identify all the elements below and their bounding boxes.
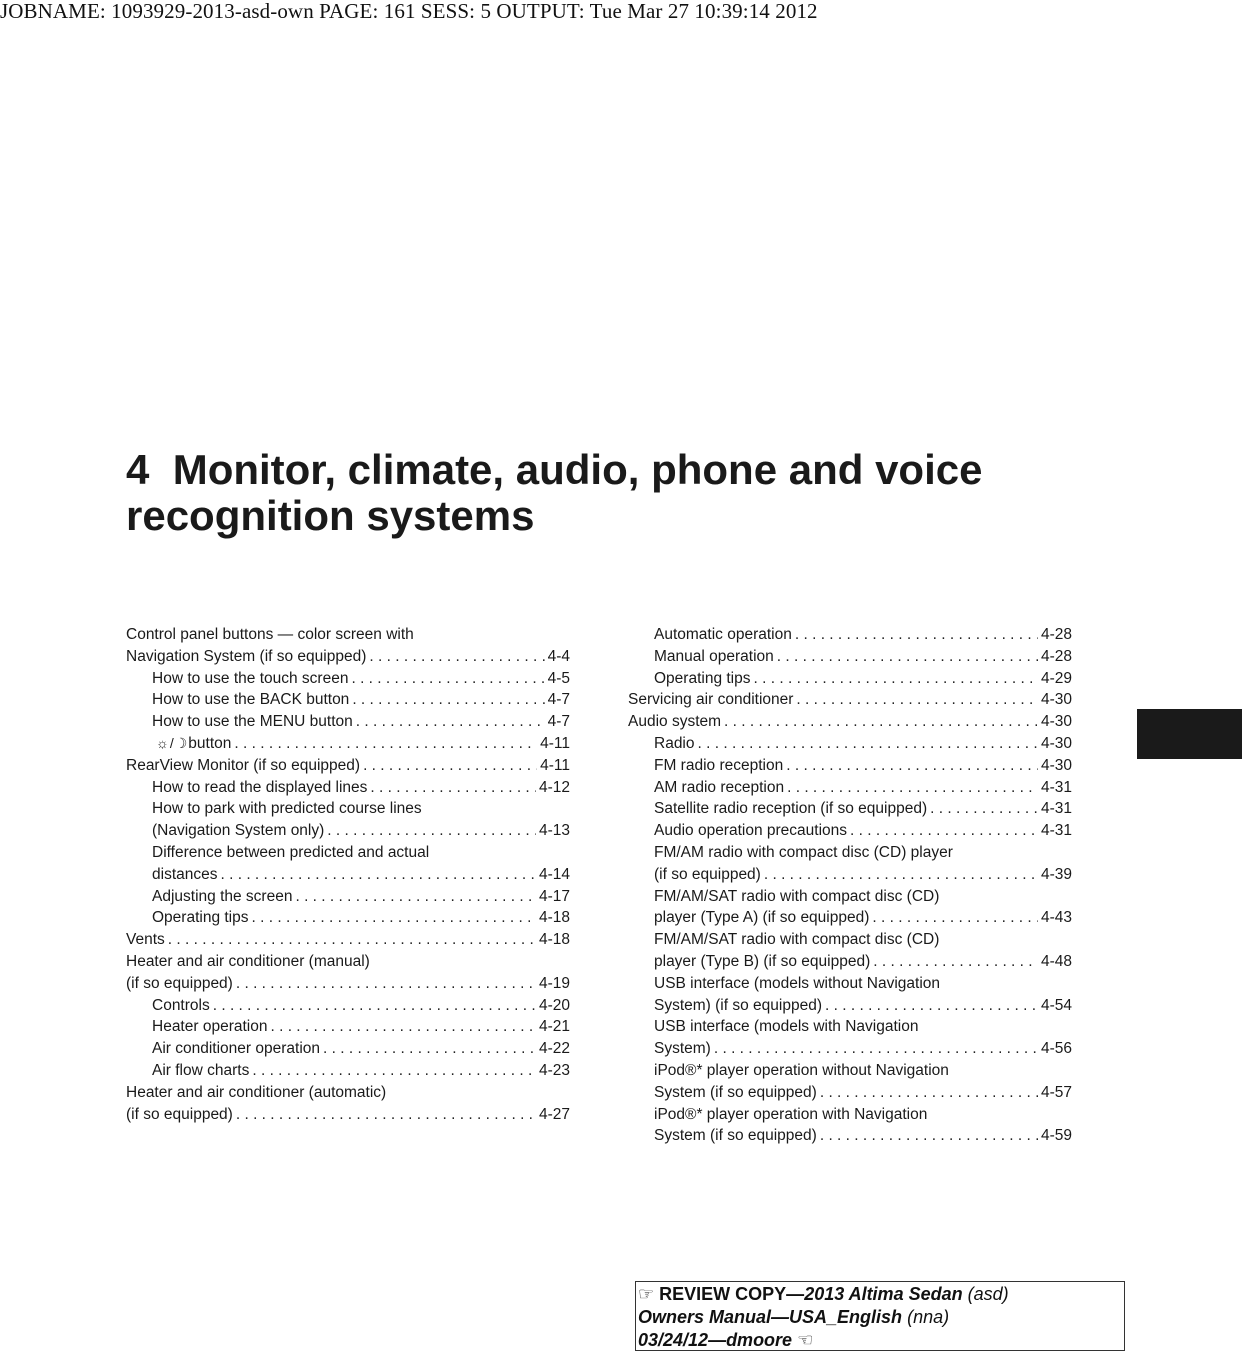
toc-entry-text: FM/AM/SAT radio with compact disc (CD) <box>654 887 940 905</box>
toc-entry <box>126 777 570 799</box>
toc-entry-row <box>628 864 1072 886</box>
toc-entry-row <box>126 864 570 886</box>
toc-entry <box>126 907 570 929</box>
toc-entry <box>628 798 1072 820</box>
toc-entry <box>126 624 570 668</box>
toc-entry-row <box>126 646 570 668</box>
toc-leader-dots <box>764 864 1038 886</box>
toc-entry-row <box>126 973 570 995</box>
toc-entry-text: How to use the MENU button <box>152 713 353 731</box>
toc-leader-dots <box>236 973 536 995</box>
toc-right-column <box>628 624 1072 1147</box>
toc-entry-text: System (if so equipped) <box>654 1127 817 1145</box>
toc-leader-dots <box>270 1016 536 1038</box>
toc-leader-dots <box>356 711 545 733</box>
review-date: 03/24/12—dmoore <box>638 1330 793 1350</box>
toc-leader-dots <box>754 668 1038 690</box>
toc-leader-dots <box>323 1038 536 1060</box>
toc-entry <box>126 733 570 755</box>
toc-entry <box>628 733 1072 755</box>
toc-entry-text: Servicing air conditioner <box>628 691 794 709</box>
toc-page-number: 4-31 <box>1040 800 1072 818</box>
toc-entry-text: iPod®* player operation with Navigation <box>654 1105 928 1123</box>
toc-entry-text: System) <box>654 1040 711 1058</box>
toc-leader-dots <box>714 1038 1038 1060</box>
toc-page-number: 4-13 <box>538 822 570 840</box>
toc-entry-text: Heater and air conditioner (automatic) <box>126 1083 387 1101</box>
toc-page-number: 4-43 <box>1040 909 1072 927</box>
toc-entry-row <box>126 929 570 951</box>
review-label: REVIEW COPY— <box>659 1284 805 1304</box>
toc-entry-text: (if so equipped) <box>654 865 761 883</box>
toc-entry-text: Air conditioner operation <box>152 1040 321 1058</box>
toc-leader-dots <box>295 886 536 908</box>
pointer-right-icon: ☞ <box>638 1284 655 1304</box>
toc-entry-row <box>628 973 1072 995</box>
toc-page-number: 4-22 <box>538 1040 570 1058</box>
toc-leader-dots <box>252 1060 536 1082</box>
toc-leader-dots <box>168 929 536 951</box>
toc-entry-row <box>126 1060 570 1082</box>
toc-page-number: 4-18 <box>538 909 570 927</box>
review-line-3 <box>638 1329 1124 1352</box>
toc-entry-text: Navigation System (if so equipped) <box>126 647 367 665</box>
manual-name: Owners Manual—USA_English <box>638 1307 903 1327</box>
toc-entry-row <box>126 755 570 777</box>
toc-entry-text: FM/AM/SAT radio with compact disc (CD) <box>654 931 940 949</box>
toc-entry-text: Audio system <box>628 713 722 731</box>
toc-page-number: 4-48 <box>1040 952 1072 970</box>
toc-leader-dots <box>352 689 544 711</box>
toc-entry-text: button <box>188 734 232 752</box>
toc-entry <box>126 798 570 842</box>
review-line-2 <box>638 1306 1124 1329</box>
toc-leader-dots <box>213 995 536 1017</box>
toc-page-number: 4-11 <box>540 734 570 752</box>
toc-entry-row <box>628 1082 1072 1104</box>
toc-entry-row <box>628 668 1072 690</box>
toc-leader-dots <box>236 1104 536 1126</box>
toc-page-number: 4-39 <box>1040 865 1072 883</box>
toc-entry-row <box>126 820 570 842</box>
toc-leader-dots <box>820 1082 1038 1104</box>
toc-leader-dots <box>820 1125 1038 1147</box>
toc-entry-text: Automatic operation <box>654 626 792 643</box>
job-header-line: JOBNAME: 1093929-2013-asd-own PAGE: 161 SESS: 5 OUTPUT: Tue Mar 27 10:39:14 2012 <box>0 0 818 23</box>
toc-page-number: 4-12 <box>538 778 570 796</box>
toc-page-number: 4-20 <box>538 996 570 1014</box>
toc-entry-row <box>628 711 1072 733</box>
toc-entry-row <box>126 995 570 1017</box>
toc-page-number: 4-18 <box>538 931 570 949</box>
toc-entry-row <box>126 668 570 690</box>
toc-entry-text: How to park with predicted course lines <box>152 800 422 818</box>
toc-entry-row <box>628 689 1072 711</box>
toc-entry-row <box>126 1104 570 1126</box>
toc-leader-dots <box>234 733 537 755</box>
toc-entry-text: How to use the touch screen <box>152 669 349 687</box>
toc-entry-row <box>628 1016 1072 1038</box>
toc-entry-row <box>628 777 1072 799</box>
toc-entry-row <box>126 777 570 799</box>
toc-entry-text: distances <box>152 865 218 883</box>
toc-entry <box>126 689 570 711</box>
toc-entry-text: AM radio reception <box>654 778 785 796</box>
toc-page-number: 4-31 <box>1040 778 1072 796</box>
toc-entry-text: Heater operation <box>152 1018 268 1036</box>
toc-entry <box>628 668 1072 690</box>
chapter-tab-marker <box>1137 709 1242 759</box>
toc-entry-text: Control panel buttons — color screen with <box>126 626 414 643</box>
toc-leader-dots <box>777 646 1038 668</box>
toc-leader-dots <box>327 820 536 842</box>
toc-entry-row <box>628 1104 1072 1126</box>
toc-entry-text: Manual operation <box>654 647 774 665</box>
toc-entry <box>126 668 570 690</box>
toc-page-number: 4-14 <box>538 865 570 883</box>
toc-entry <box>628 1060 1072 1104</box>
toc-leader-dots <box>872 907 1038 929</box>
toc-entry-text: Satellite radio reception (if so equipped) <box>654 800 928 818</box>
toc-entry-text: How to read the displayed lines <box>152 778 368 796</box>
toc-entry-row <box>628 1038 1072 1060</box>
toc-page-number: 4-23 <box>538 1061 570 1079</box>
toc-entry <box>628 973 1072 1017</box>
toc-entry-text: Heater and air conditioner (manual) <box>126 952 370 970</box>
toc-entry <box>126 711 570 733</box>
toc-entry <box>126 886 570 908</box>
toc-page-number: 4-29 <box>1040 669 1072 687</box>
toc-page-number: 4-56 <box>1040 1040 1072 1058</box>
toc-entry-text: (if so equipped) <box>126 974 233 992</box>
toc-entry-text: player (Type A) (if so equipped) <box>654 909 870 927</box>
toc-entry <box>628 777 1072 799</box>
toc-entry-text: (Navigation System only) <box>152 822 325 840</box>
toc-page-number: 4-30 <box>1040 756 1072 774</box>
toc-entry-row <box>126 886 570 908</box>
toc-leader-dots <box>369 646 544 668</box>
toc-entry-row <box>628 820 1072 842</box>
toc-entry-text: USB interface (models with Navigation <box>654 1018 919 1036</box>
chapter-title-line-2: recognition systems <box>126 492 535 539</box>
chapter-number: 4 <box>126 446 150 493</box>
toc-entry-row <box>628 886 1072 908</box>
toc-page-number: 4-5 <box>547 669 570 687</box>
chapter-title <box>126 447 982 539</box>
toc-page-number: 4-7 <box>547 691 570 709</box>
toc-leader-dots <box>351 668 544 690</box>
review-copy-box <box>635 1281 1125 1351</box>
toc-entry <box>126 842 570 886</box>
vehicle-code: (asd) <box>967 1284 1009 1304</box>
toc-page-number: 4-17 <box>538 887 570 905</box>
toc-entry-row <box>126 689 570 711</box>
toc-page-number: 4-28 <box>1040 647 1072 665</box>
chapter-title-text-1: Monitor, climate, audio, phone and voice <box>172 446 983 493</box>
toc-entry-row <box>126 733 570 755</box>
toc-leader-dots <box>873 951 1038 973</box>
toc-entry-text: Audio operation precautions <box>654 822 848 840</box>
toc-entry-row <box>628 733 1072 755</box>
toc-leader-dots <box>787 777 1038 799</box>
toc-leader-dots <box>370 777 536 799</box>
toc-entry-row <box>126 1016 570 1038</box>
toc-entry-row <box>628 951 1072 973</box>
toc-entry <box>628 689 1072 711</box>
chapter-title-line-1 <box>126 447 982 493</box>
toc-entry-text: System (if so equipped) <box>654 1083 817 1101</box>
toc-page-number: 4-7 <box>547 713 570 731</box>
toc-page-number: 4-28 <box>1040 626 1072 643</box>
toc-leader-dots <box>825 995 1038 1017</box>
toc-entry-row <box>126 907 570 929</box>
toc-entry-row <box>628 929 1072 951</box>
toc-entry-text: Difference between predicted and actual <box>152 843 430 861</box>
toc-entry-row <box>126 1038 570 1060</box>
toc-entry-text: USB interface (models without Navigation <box>654 974 941 992</box>
toc-page-number: 4-30 <box>1040 734 1072 752</box>
toc-page-number: 4-57 <box>1040 1083 1072 1101</box>
vehicle-model: 2013 Altima Sedan <box>804 1284 963 1304</box>
toc-entry <box>126 1016 570 1038</box>
toc-entry-row <box>628 624 1072 646</box>
toc-entry-row <box>628 755 1072 777</box>
toc-entry-text: Operating tips <box>152 909 249 927</box>
toc-entry-row <box>628 907 1072 929</box>
toc-leader-dots <box>850 820 1038 842</box>
toc-entry-row <box>628 646 1072 668</box>
toc-entry <box>126 1038 570 1060</box>
toc-page-number: 4-30 <box>1040 713 1072 731</box>
toc-leader-dots <box>363 755 537 777</box>
toc-entry <box>628 646 1072 668</box>
toc-page-number: 4-27 <box>538 1105 570 1123</box>
toc-entry-text: Operating tips <box>654 669 751 687</box>
toc-entry-text: iPod®* player operation without Navigation <box>654 1061 949 1079</box>
toc-entry-row <box>628 798 1072 820</box>
toc-leader-dots <box>220 864 535 886</box>
toc-entry <box>628 886 1072 930</box>
toc-leader-dots <box>724 711 1038 733</box>
toc-entry <box>628 1016 1072 1060</box>
toc-entry-text: How to use the BACK button <box>152 691 350 709</box>
toc-page-number: 4-59 <box>1040 1127 1072 1145</box>
toc-entry-row <box>628 1125 1072 1147</box>
toc-leader-dots <box>786 755 1038 777</box>
toc-entry <box>628 820 1072 842</box>
toc-entry <box>628 1104 1072 1148</box>
toc-entry <box>628 842 1072 886</box>
toc-entry-text: Radio <box>654 734 695 752</box>
toc-entry-text: (if so equipped) <box>126 1105 233 1123</box>
toc-leader-dots <box>930 798 1038 820</box>
toc-entry-text: RearView Monitor (if so equipped) <box>126 756 361 774</box>
toc-entry-row <box>126 1082 570 1104</box>
toc-leader-dots <box>795 624 1038 646</box>
toc-left-column <box>126 624 570 1125</box>
toc-page-number: 4-19 <box>538 974 570 992</box>
toc-page-number: 4-31 <box>1040 822 1072 840</box>
toc-entry <box>628 624 1072 646</box>
toc-entry-row <box>126 842 570 864</box>
toc-entry-text: Vents <box>126 931 165 949</box>
toc-leader-dots <box>252 907 536 929</box>
review-line-1 <box>638 1283 1124 1306</box>
toc-page-number: 4-21 <box>538 1018 570 1036</box>
toc-entry-text: FM radio reception <box>654 756 784 774</box>
toc-entry-row <box>126 798 570 820</box>
day-night-icon: ☼/☽ <box>156 734 189 751</box>
toc-page-number: 4-11 <box>540 756 570 774</box>
toc-entry-row <box>126 951 570 973</box>
toc-entry-text: System) (if so equipped) <box>654 996 822 1014</box>
toc-entry <box>628 755 1072 777</box>
toc-entry-text: Adjusting the screen <box>152 887 293 905</box>
toc-entry <box>628 711 1072 733</box>
toc-entry <box>126 1060 570 1082</box>
toc-page-number: 4-30 <box>1040 691 1072 709</box>
toc-leader-dots <box>698 733 1038 755</box>
toc-entry-row <box>628 995 1072 1017</box>
toc-entry-row <box>628 842 1072 864</box>
toc-entry-row <box>126 711 570 733</box>
pointer-left-icon: ☜ <box>797 1330 814 1350</box>
toc-page-number: 4-4 <box>547 647 570 665</box>
toc-entry <box>126 951 570 995</box>
toc-entry <box>126 929 570 951</box>
toc-entry-text: player (Type B) (if so equipped) <box>654 952 871 970</box>
manual-code: (nna) <box>907 1307 950 1327</box>
toc-entry-text: FM/AM radio with compact disc (CD) player <box>654 843 953 861</box>
toc-entry <box>126 995 570 1017</box>
toc-entry-row <box>126 624 570 646</box>
toc-entry <box>126 755 570 777</box>
toc-page-number: 4-54 <box>1040 996 1072 1014</box>
toc-entry <box>126 1082 570 1126</box>
toc-leader-dots <box>796 689 1038 711</box>
toc-entry-row <box>628 1060 1072 1082</box>
toc-entry-text: Controls <box>152 996 210 1014</box>
toc-entry-text: Air flow charts <box>152 1061 250 1079</box>
toc-entry <box>628 929 1072 973</box>
